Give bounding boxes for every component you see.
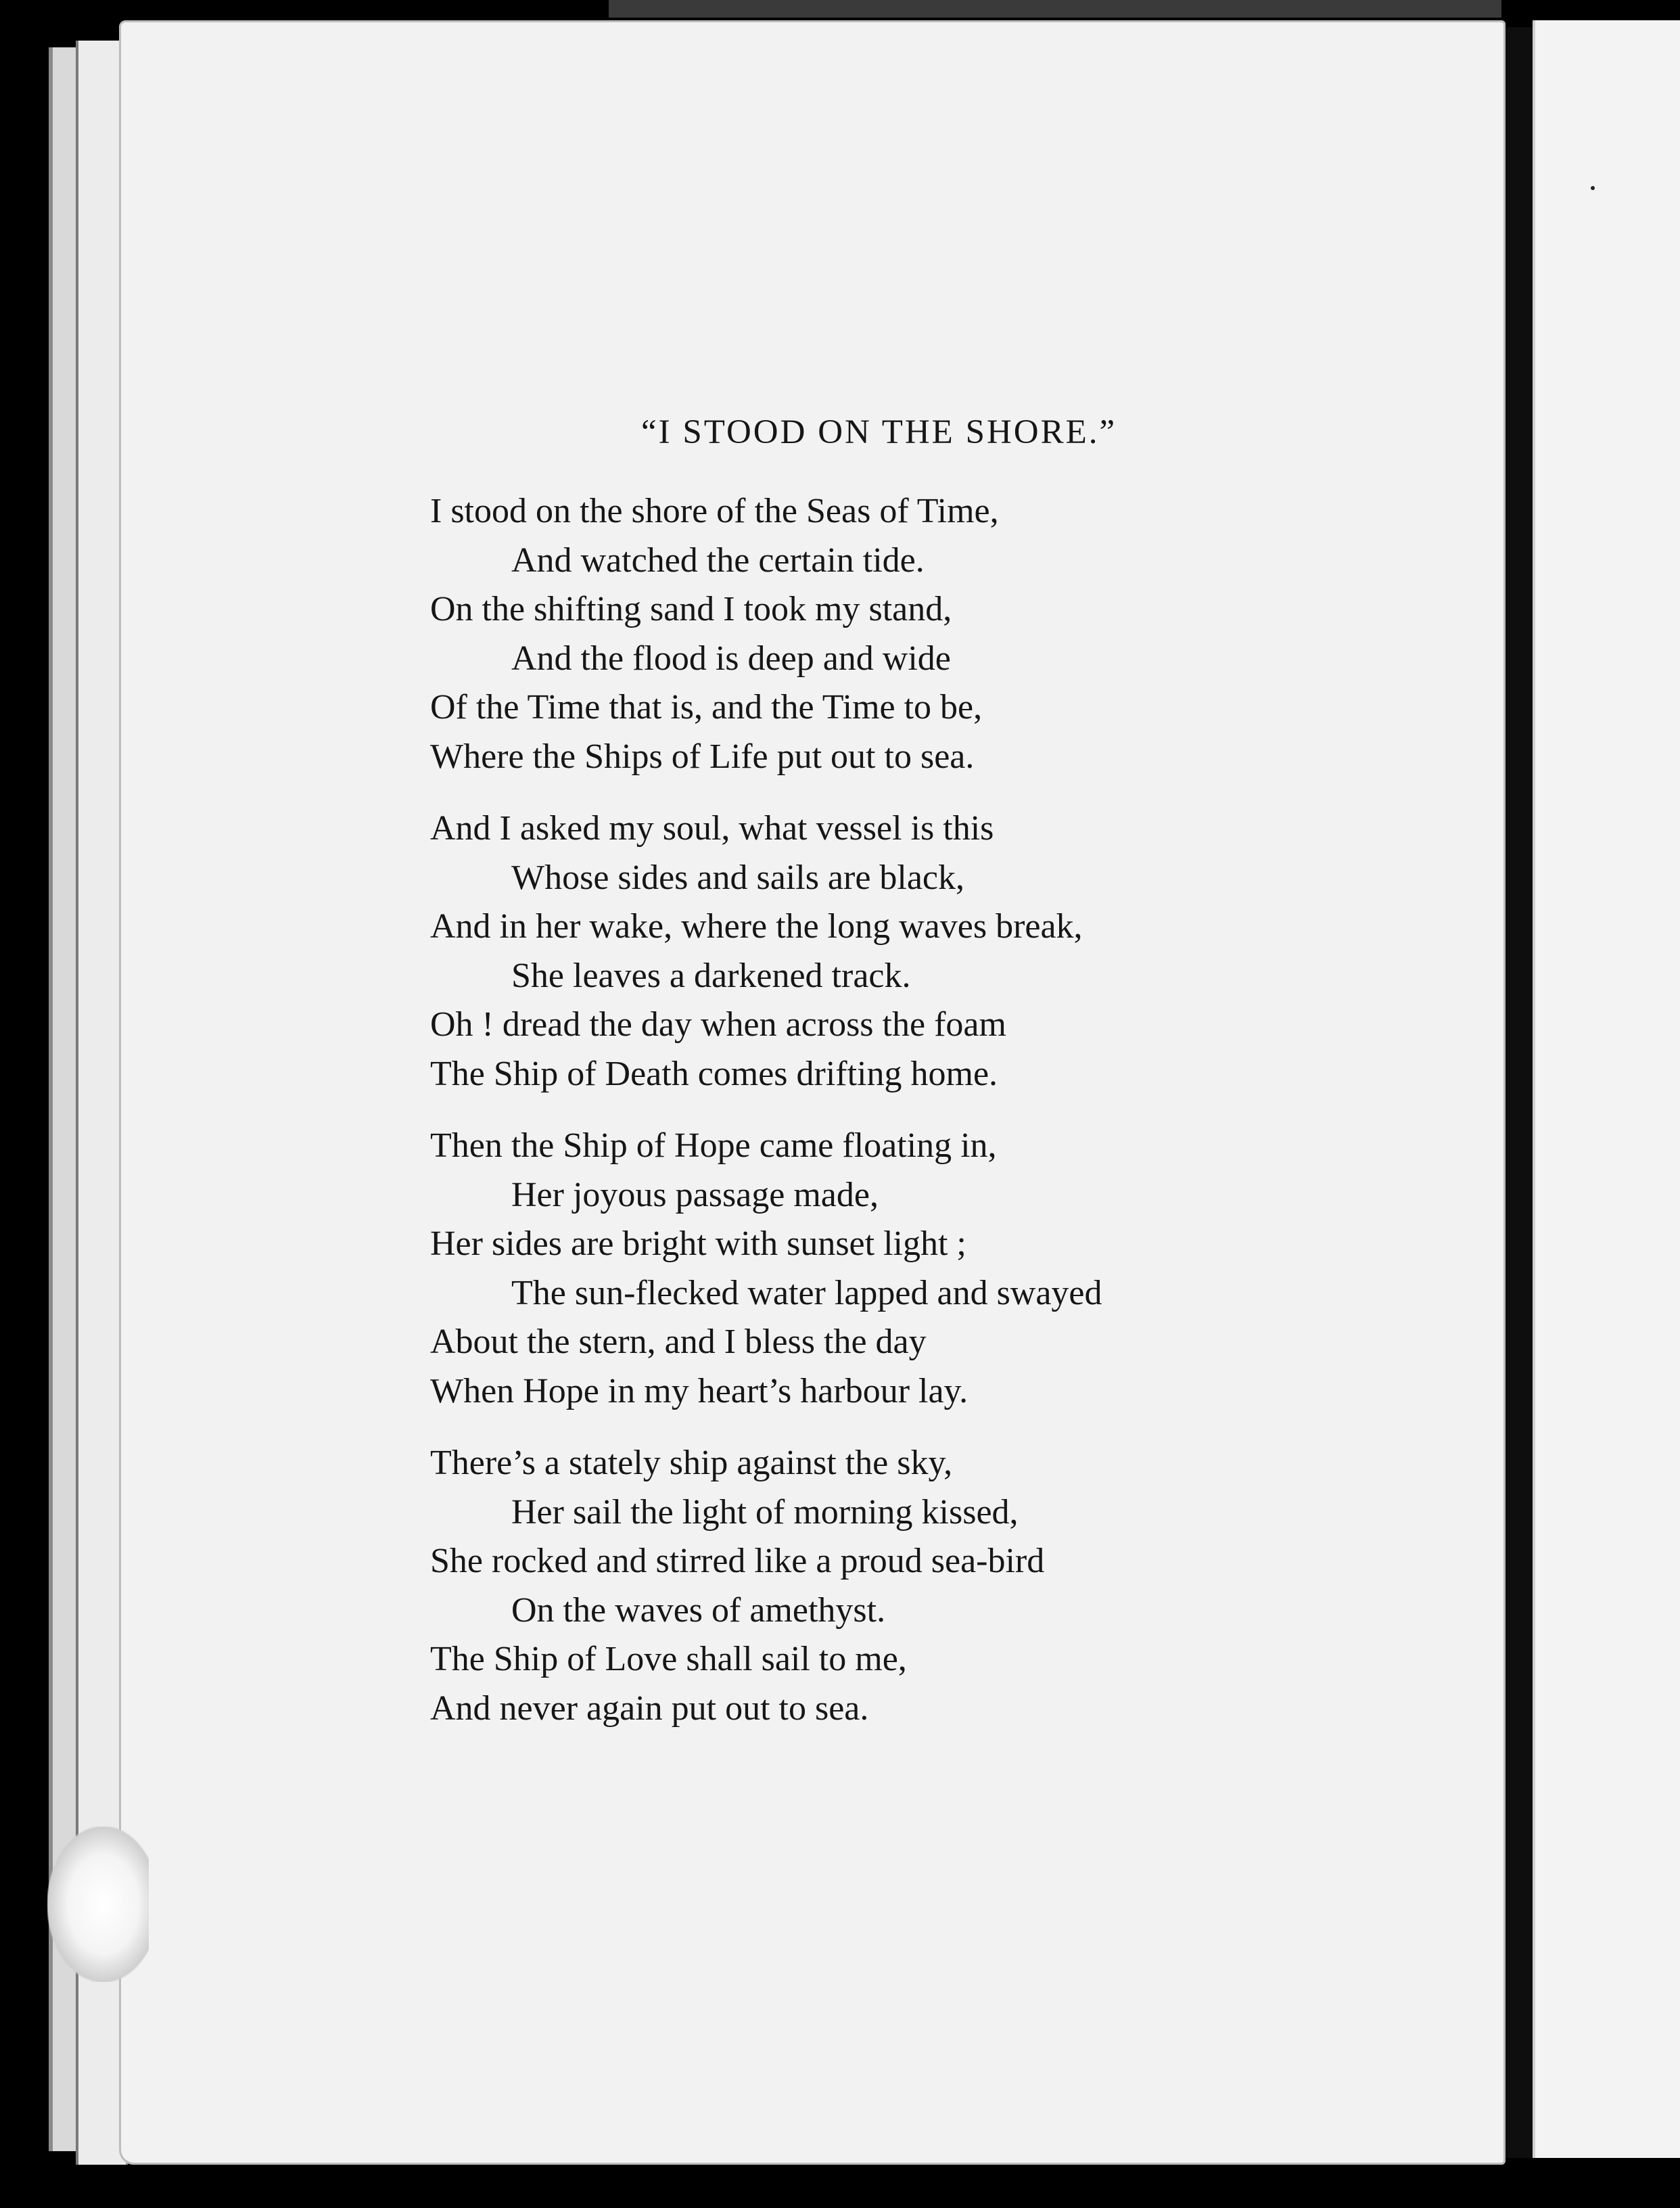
poem-line: I stood on the shore of the Seas of Time, xyxy=(430,492,999,530)
stanza-3 xyxy=(430,1122,1458,1416)
poem-line: She rocked and stirred like a proud sea-bird xyxy=(430,1542,1045,1580)
book-gutter xyxy=(1506,27,1533,2158)
poem-line: Of the Time that is, and the Time to be, xyxy=(430,688,983,727)
book-page xyxy=(119,20,1506,2165)
torn-paper-fragment xyxy=(47,1826,149,1982)
poem-line: And never again put out to sea. xyxy=(430,1688,869,1728)
poem-line: Whose sides and sails are black, xyxy=(511,858,965,897)
poem-line: The Ship of Love shall sail to me, xyxy=(430,1640,907,1678)
poem-line: Oh ! dread the day when across the foam xyxy=(430,1005,1006,1044)
poem-line: Her joyous passage made, xyxy=(511,1175,879,1214)
poem-line: And I asked my soul, what vessel is this xyxy=(430,809,994,848)
poem-line: There’s a stately ship against the sky, xyxy=(430,1444,953,1482)
poem-line: The sun-flecked water lapped and swayed xyxy=(511,1273,1102,1312)
ink-speck xyxy=(1591,186,1595,190)
poem-line: And in her wake, where the long waves break, xyxy=(430,907,1083,946)
poem-line: Then the Ship of Hope came floating in, xyxy=(430,1126,997,1165)
poem-line: When Hope in my heart’s harbour lay. xyxy=(430,1371,969,1410)
stanza-2 xyxy=(430,804,1458,1099)
poem-line: On the waves of amethyst. xyxy=(511,1590,886,1630)
stanza-4 xyxy=(430,1439,1458,1733)
poem-line: Her sides are bright with sunset light ; xyxy=(430,1224,966,1263)
poem-title: “I STOOD ON THE SHORE.” xyxy=(641,413,1117,451)
poem-line: And the flood is deep and wide xyxy=(511,639,951,678)
poem-line: On the shifting sand I took my stand, xyxy=(430,590,952,628)
page-body xyxy=(119,20,1506,2165)
poem-line: About the stern, and I bless the day xyxy=(430,1322,927,1361)
poem-line: She leaves a darkened track. xyxy=(511,956,911,995)
stanza-1 xyxy=(430,487,1458,781)
poem xyxy=(430,413,1458,1756)
poem-line: And watched the certain tide. xyxy=(511,540,925,580)
poem-line: The Ship of Death comes drifting home. xyxy=(430,1054,998,1093)
top-shadow xyxy=(609,0,1501,18)
poem-line: Her sail the light of morning kissed, xyxy=(511,1492,1019,1532)
facing-page-edge xyxy=(1533,20,1680,2158)
poem-line: Where the Ships of Life put out to sea. xyxy=(430,737,975,776)
